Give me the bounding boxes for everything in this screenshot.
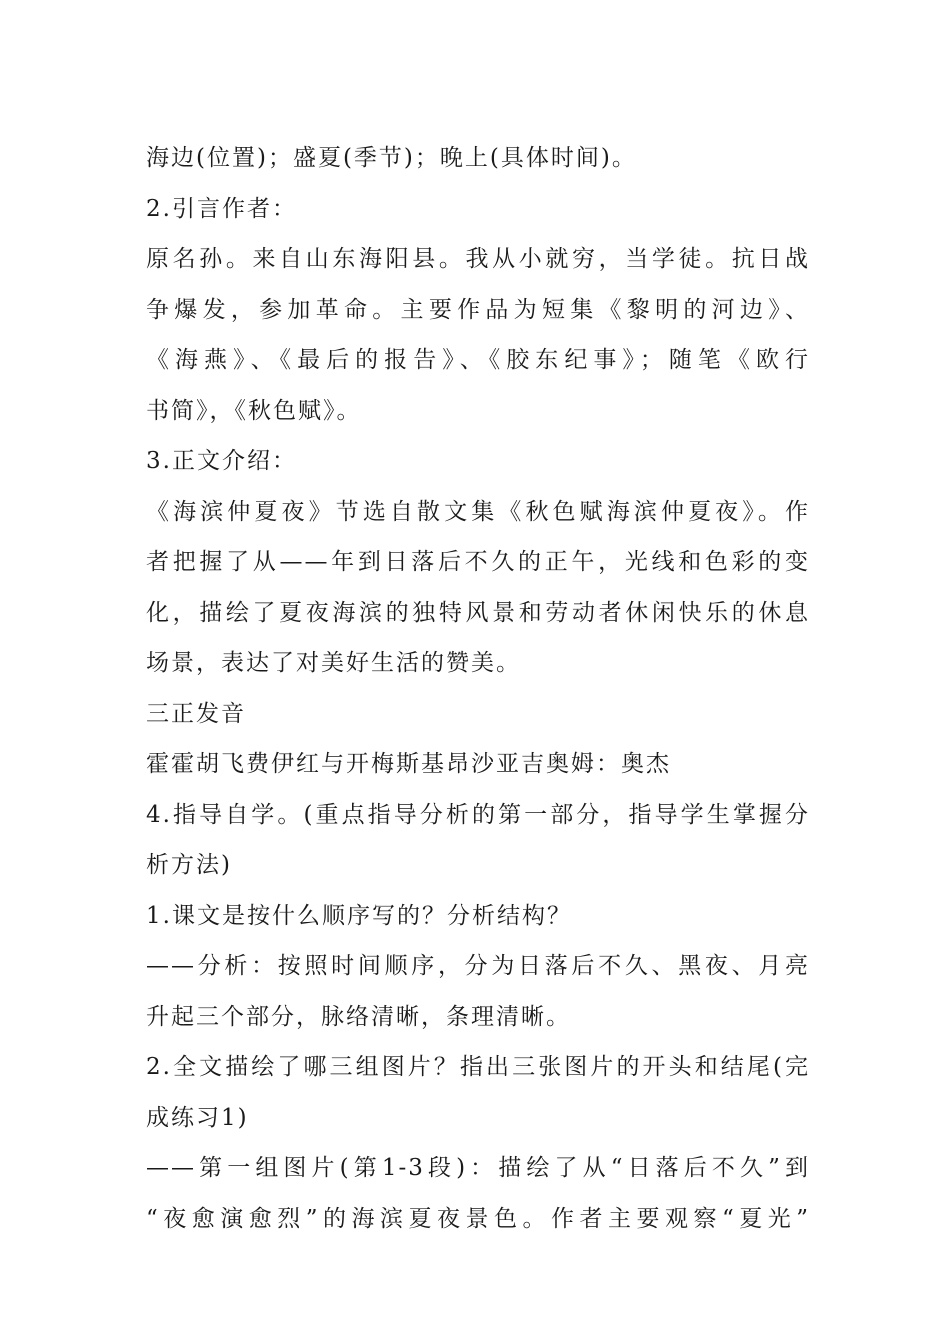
section-heading: 2.引言作者： — [146, 195, 297, 222]
section-heading: 3.正文介绍： — [146, 448, 297, 474]
text-line: 化，描绘了夏夜海滨的独特风景和劳动者休闲快乐的休息 — [146, 599, 810, 626]
document-body — [146, 133, 810, 1244]
section-heading: 三正发音 — [146, 700, 246, 727]
text-line: 海边(位置)；盛夏(季节)；晚上(具体时间)。 — [146, 145, 637, 171]
text-line: 场景，表达了对美好生活的赞美。 — [146, 650, 521, 676]
text-line: 2.全文描绘了哪三组图片？指出三张图片的开头和结尾(完 — [146, 1054, 810, 1080]
text-line: 成练习1) — [146, 1104, 249, 1131]
text-line: 析方法) — [146, 852, 232, 878]
text-line: 者把握了从——年到日落后不久的正午，光线和色彩的变 — [146, 549, 810, 575]
text-line: “夜愈演愈烈”的海滨夏夜景色。作者主要观察“夏光” — [146, 1205, 810, 1232]
text-line: 4.指导自学。(重点指导分析的第一部分，指导学生掌握分 — [146, 801, 810, 828]
text-line: 书简》，《秋色赋》。 — [146, 397, 362, 424]
text-line: 原名孙。来自山东海阳县。我从小就穷，当学徒。抗日战 — [146, 246, 810, 272]
text-line: 升起三个部分，脉络清晰，条理清晰。 — [146, 1003, 571, 1030]
text-line: ——第一组图片(第1-3段)：描绘了从“日落后不久”到 — [146, 1155, 810, 1181]
text-line: 争爆发，参加革命。主要作品为短集《黎明的河边》、 — [146, 296, 810, 323]
text-line: 《海滨仲夏夜》节选自散文集《秋色赋海滨仲夏夜》。作 — [146, 498, 810, 525]
text-line: ——分析：按照时间顺序，分为日落后不久、黑夜、月亮 — [146, 953, 810, 979]
text-line: 1.课文是按什么顺序写的？分析结构？ — [146, 902, 572, 929]
text-line: 《海燕》、《最后的报告》、《胶东纪事》；随笔《欧行 — [146, 347, 810, 373]
text-line: 霍霍胡飞费伊红与开梅斯基昂沙亚吉奥姆：奥杰 — [146, 751, 671, 777]
